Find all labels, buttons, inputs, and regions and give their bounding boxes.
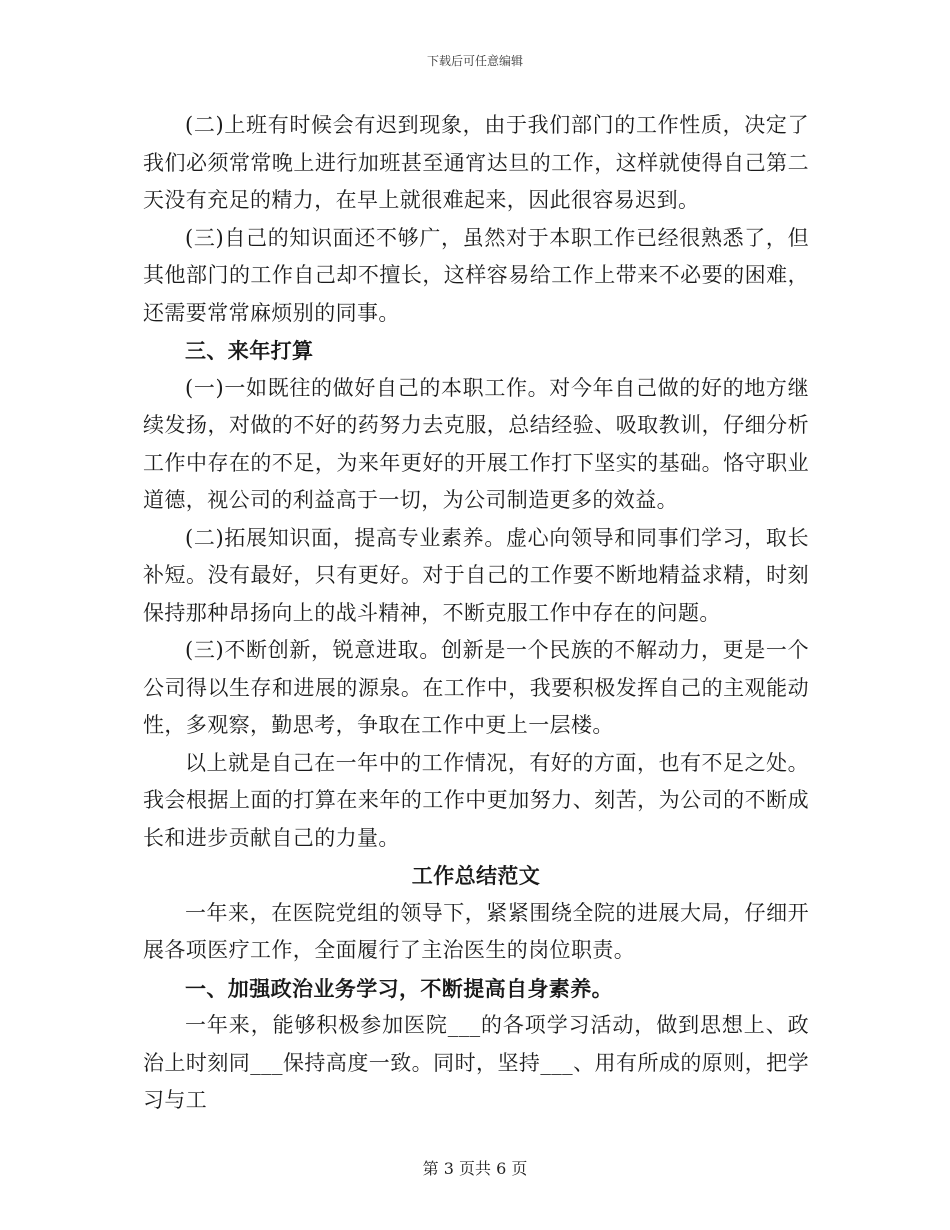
paragraph-plan-three: (三)不断创新，锐意进取。创新是一个民族的不解动力，更是一个公司得以生存和进展的源泉。在工作中，我要积极发挥自己的主观能动性，多观察，勤思考，争取在工作中更上一层楼。: [143, 638, 809, 737]
paragraph-study-activities: 一年来，能够积极参加医院___的各项学习活动，做到思想上、政治上时刻同___保持高度一致。同时，坚持___、用有所成的原则，把学习与工: [143, 1013, 809, 1112]
document-title: 工作总结范文: [411, 863, 541, 888]
paragraph-plan-two: (二)拓展知识面，提高专业素养。虚心向领导和同事们学习，取长补短。没有最好，只有更好。对于自己的工作要不断地精益求精，时刻保持那种昂扬向上的战斗精神，不断克服工作中存在的问题。: [143, 525, 809, 625]
paragraph-intro: 一年来，在医院党组的领导下，紧紧围绕全院的进展大局，仔细开展各项医疗工作，全面履行了主治医生的岗位职责。: [143, 900, 809, 962]
paragraph-conclusion: 以上就是自己在一年中的工作情况，有好的方面，也有不足之处。我会根据上面的打算在来年的工作中更加努力、刻苦，为公司的不断成长和进步贡献自己的力量。: [143, 750, 809, 850]
section-heading-political-study: 一、加强政治业务学习，不断提高自身素养。: [185, 975, 613, 1001]
page-footer: 第 3 页共 6 页: [422, 1159, 528, 1178]
page-header: 下载后可任意编辑: [426, 54, 523, 68]
section-heading-next-year-plan: 三、来年打算: [185, 338, 314, 363]
paragraph-late-arrival: (二)上班有时候会有迟到现象，由于我们部门的工作性质，决定了我们必须常常晚上进行加班甚至通宵达旦的工作，这样就使得自己第二天没有充足的精力，在早上就很难起来，因此很容易迟到。: [143, 113, 809, 212]
document-body: [143, 107, 809, 1120]
paragraph-knowledge-scope: (三)自己的知识面还不够广，虽然对于本职工作已经很熟悉了，但其他部门的工作自己却不擅长，这样容易给工作上带来不必要的困难，还需要常常麻烦别的同事。: [143, 225, 809, 325]
paragraph-plan-one: (一)一如既往的做好自己的本职工作。对今年自己做的好的地方继续发扬，对做的不好的药努力去克服，总结经验、吸取教训，仔细分析工作中存在的不足，为来年更好的开展工作打下坚实的基础。恪守职业道德，视公司的利益高于一切，为公司制造更多的效益。: [143, 375, 809, 512]
